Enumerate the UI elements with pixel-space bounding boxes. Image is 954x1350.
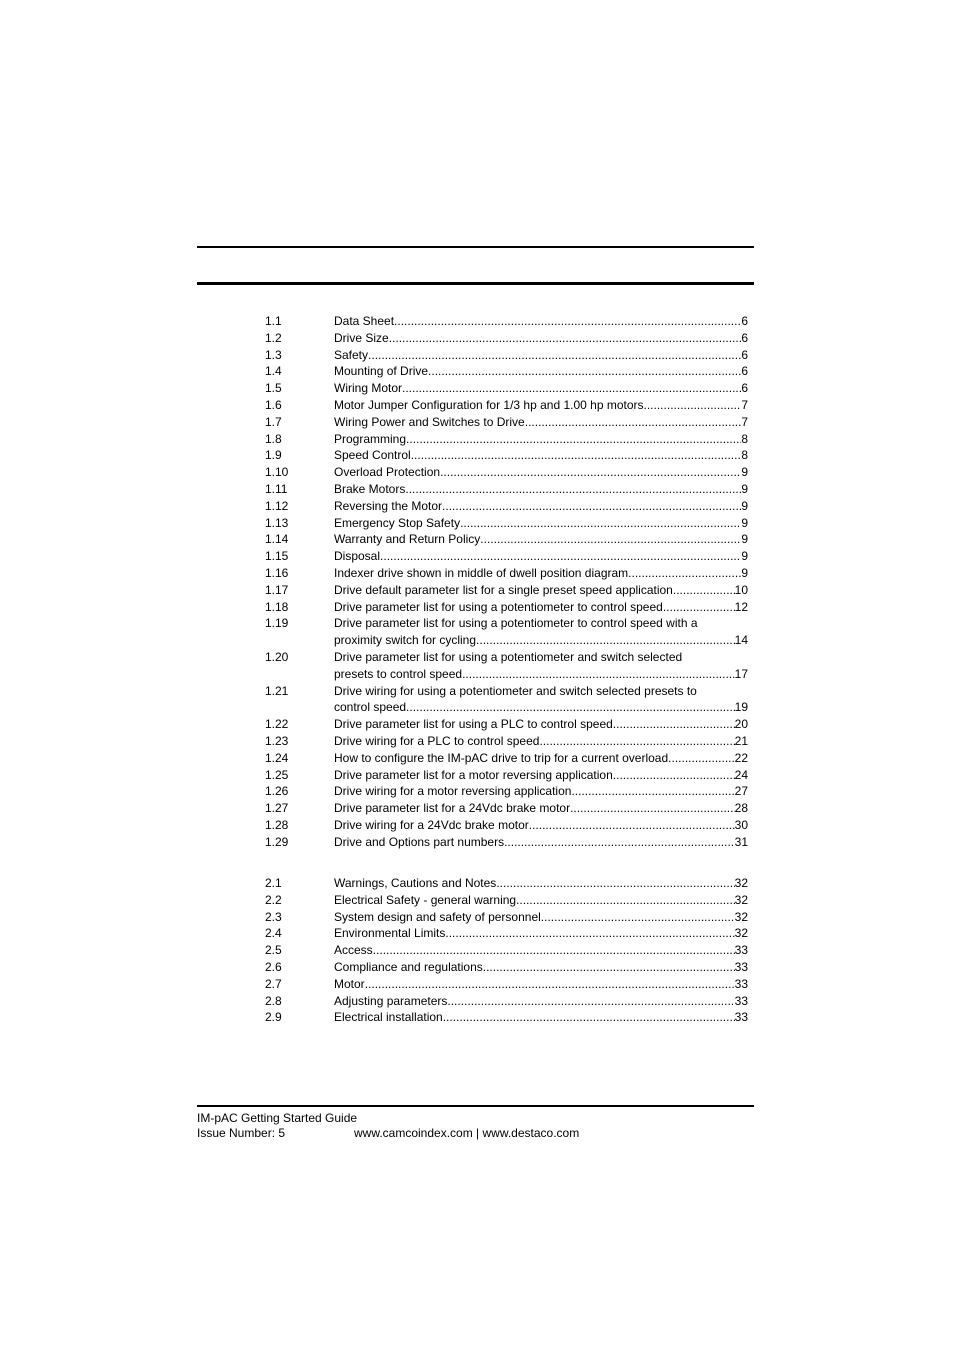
toc-entry-number: 1.23: [265, 733, 289, 748]
toc-entry-number: 1.17: [265, 582, 289, 597]
toc-dot-leader: [405, 481, 741, 498]
toc-dot-leader: [613, 716, 735, 733]
toc-entry-title: Safety: [334, 347, 369, 362]
toc-entry-number: 1.24: [265, 750, 289, 765]
toc-entry[interactable]: [265, 817, 748, 834]
toc-dot-leader: [368, 347, 741, 364]
toc-entry-title: Warnings, Cautions and Notes: [334, 876, 497, 890]
toc-entry-page: 33: [734, 959, 748, 974]
toc-entry-number: 1.28: [265, 817, 289, 832]
toc-entry-title: Drive parameter list for using a PLC to control speed: [334, 717, 613, 732]
toc-entry-number: 1.5: [265, 381, 282, 396]
toc-dot-leader: [365, 976, 735, 993]
toc-entry[interactable]: [265, 397, 748, 414]
toc-entry-title: Warranty and Return Policy: [334, 532, 481, 547]
toc-dot-leader: [440, 464, 741, 481]
toc-entry-page: 8: [741, 431, 748, 446]
toc-entry-page: 32: [734, 892, 748, 907]
toc-entry-page: 14: [734, 633, 748, 648]
toc-dot-leader: [632, 565, 742, 582]
toc-entry[interactable]: [265, 892, 748, 909]
toc-entry-title: Drive parameter list for a 24Vdc brake motor: [334, 801, 571, 816]
toc-dot-leader: [443, 1009, 735, 1026]
toc-entry-page: 7: [741, 397, 748, 412]
toc-entry-number: 1.27: [265, 801, 289, 816]
toc-entry[interactable]: [265, 548, 748, 565]
toc-entry[interactable]: [265, 615, 748, 649]
toc-entry-page: 28: [734, 801, 748, 816]
toc-entry-number: 1.25: [265, 767, 289, 782]
toc-entry[interactable]: [265, 875, 748, 892]
toc-entry-number: 1.9: [265, 448, 282, 463]
toc-entry-title: How to configure the IM-pAC drive to trip for a current overload.: [334, 750, 672, 765]
toc-dot-leader: [673, 582, 735, 599]
toc-entry[interactable]: [265, 683, 748, 717]
toc-entry-title: Drive parameter list for using a potentiometer and switch selected: [334, 649, 683, 664]
toc-entry-number: 2.6: [265, 959, 282, 974]
toc-dot-leader: [575, 783, 735, 800]
toc-dot-leader: [504, 834, 735, 851]
toc-section-2: [265, 875, 748, 1026]
toc-entry-title: Drive wiring for a 24Vdc brake motor: [334, 817, 529, 832]
toc-entry-number: 1.15: [265, 549, 289, 564]
footer-website: www.camcoindex.com | www.destaco.com: [354, 1126, 580, 1140]
toc-entry[interactable]: [265, 750, 748, 767]
toc-entry-page: 22: [734, 750, 748, 765]
toc-dot-leader: [447, 993, 734, 1010]
toc-entry[interactable]: [265, 1009, 748, 1026]
toc-dot-leader: [445, 925, 734, 942]
toc-entry-title: Drive parameter list for using a potentiometer to control speed with a: [334, 616, 698, 631]
toc-entry[interactable]: [265, 330, 748, 347]
toc-entry-page: 6: [741, 347, 748, 362]
toc-entry[interactable]: [265, 800, 748, 817]
toc-entry-number: 2.1: [265, 876, 282, 890]
toc-dot-leader: [442, 498, 741, 515]
toc-entry-page: 9: [741, 515, 748, 530]
toc-entry-title: Drive and Options part numbers: [334, 834, 505, 849]
toc-entry-page: 20: [734, 717, 748, 732]
toc-entry-title: control speed: [334, 700, 407, 715]
toc-entry-page: 10: [734, 582, 748, 597]
toc-entry-page: 27: [734, 784, 748, 799]
toc-entry-number: 1.19: [265, 616, 289, 631]
toc-entry-number: 1.26: [265, 784, 289, 799]
toc-entry-page: 33: [734, 943, 748, 958]
toc-entry[interactable]: [265, 464, 748, 481]
toc-dot-leader: [516, 892, 735, 909]
toc-dot-leader: [613, 767, 735, 784]
toc-entry[interactable]: [265, 783, 748, 800]
toc-entry-title: Drive parameter list for using a potentiometer to control speed: [334, 599, 663, 614]
toc-entry-number: 1.1: [265, 314, 282, 328]
toc-entry-number: 1.13: [265, 515, 289, 530]
toc-entry-number: 1.8: [265, 431, 282, 446]
toc-entry-page: 9: [741, 481, 748, 496]
toc-entry-title: Disposal: [334, 549, 381, 564]
toc-entry-page: 6: [741, 314, 748, 328]
toc-entry-page: 24: [734, 767, 748, 782]
toc-entry-page: 6: [741, 381, 748, 396]
toc-entry-title: Wiring Motor: [334, 381, 403, 396]
toc-dot-leader: [373, 942, 735, 959]
toc-entry[interactable]: [265, 380, 748, 397]
toc-entry-page: 6: [741, 364, 748, 379]
toc-entry-page: 9: [741, 565, 748, 580]
toc-entry-page: 9: [741, 532, 748, 547]
toc-entry[interactable]: [265, 599, 748, 616]
toc-entry-title: Drive default parameter list for a single preset speed application: [334, 582, 673, 597]
toc-entry-number: 1.6: [265, 397, 282, 412]
toc-entry-title: Programming: [334, 431, 407, 446]
toc-entry-page: 31: [734, 834, 748, 849]
toc-entry[interactable]: [265, 649, 748, 683]
toc-entry-title: Brake Motors: [334, 481, 406, 496]
toc-dot-leader: [480, 531, 741, 548]
toc-entry-number: 2.9: [265, 1010, 282, 1025]
toc-section-1: [265, 313, 748, 851]
toc-dot-leader: [483, 959, 735, 976]
toc-entry[interactable]: [265, 959, 748, 976]
toc-entry[interactable]: [265, 834, 748, 851]
toc-entry-title: Drive wiring for a motor reversing application.: [334, 784, 575, 799]
toc-entry-page: 9: [741, 465, 748, 480]
toc-entry[interactable]: [265, 976, 748, 993]
toc-entry-title: Access: [334, 943, 373, 958]
toc-entry-page: 32: [734, 876, 748, 890]
toc-entry-number: 2.8: [265, 993, 282, 1008]
toc-entry-number: 2.3: [265, 909, 282, 924]
toc-entry-page: 6: [741, 330, 748, 345]
toc-dot-leader: [671, 750, 734, 767]
toc-entry-page: 33: [734, 976, 748, 991]
toc-entry[interactable]: [265, 347, 748, 364]
toc-entry-title: proximity switch for cycling: [334, 633, 477, 648]
toc-entry-number: 2.7: [265, 976, 282, 991]
toc-entry[interactable]: [265, 942, 748, 959]
toc-dot-leader: [428, 363, 741, 380]
toc-entry[interactable]: [265, 909, 748, 926]
toc-entry-number: 1.2: [265, 330, 282, 345]
toc-dot-leader: [541, 909, 735, 926]
toc-entry-number: 1.3: [265, 347, 282, 362]
toc-entry[interactable]: [265, 363, 748, 380]
toc-entry-page: 19: [734, 700, 748, 715]
toc-dot-leader: [525, 414, 742, 431]
toc-entry-title: Indexer drive shown in middle of dwell position diagram.: [334, 565, 632, 580]
toc-entry-page: 32: [734, 909, 748, 924]
toc-dot-leader: [663, 599, 735, 616]
toc-entry-title: Motor Jumper Configuration for 1/3 hp and 1.00 hp motors: [334, 397, 644, 412]
toc-entry[interactable]: [265, 515, 748, 532]
toc-entry-page: 33: [734, 993, 748, 1008]
toc-entry-page: 12: [734, 599, 748, 614]
toc-dot-leader: [380, 548, 741, 565]
toc-entry[interactable]: [265, 733, 748, 750]
toc-entry[interactable]: [265, 993, 748, 1010]
toc-entry[interactable]: [265, 431, 748, 448]
toc-entry-title: Mounting of Drive: [334, 364, 429, 379]
toc-entry-title: Adjusting parameters: [334, 993, 448, 1008]
footer-guide-title: IM-pAC Getting Started Guide: [197, 1111, 358, 1125]
footer-issue-number: Issue Number: 5: [197, 1126, 286, 1140]
toc-entry-number: 1.10: [265, 465, 289, 480]
toc-dot-leader: [411, 447, 742, 464]
toc-dot-leader: [402, 380, 741, 397]
toc-entry-title: Compliance and regulations: [334, 959, 483, 974]
toc-entry-title: Emergency Stop Safety: [334, 515, 461, 530]
toc-entry-page: 30: [734, 817, 748, 832]
toc-entry-number: 1.14: [265, 532, 289, 547]
toc-entry-number: 2.5: [265, 943, 282, 958]
toc-entry[interactable]: [265, 565, 748, 582]
toc-dot-leader: [570, 800, 735, 817]
toc-entry[interactable]: [265, 716, 748, 733]
toc-entry-title: Speed Control: [334, 448, 411, 463]
toc-entry-title: Reversing the Motor: [334, 498, 443, 513]
toc-dot-leader: [644, 397, 742, 414]
toc-entry-title: System design and safety of personnel: [334, 909, 541, 924]
toc-dot-leader: [460, 515, 741, 532]
toc-entry-number: 1.20: [265, 649, 289, 664]
toc-entry[interactable]: [265, 498, 748, 515]
toc-entry-page: 8: [741, 448, 748, 463]
toc-entry-title: Environmental Limits: [334, 926, 446, 941]
toc-entry-number: 1.18: [265, 599, 289, 614]
toc-entry-title: Drive Size: [334, 330, 389, 345]
toc-dot-leader: [539, 733, 734, 750]
toc-entry[interactable]: [265, 313, 748, 330]
toc-entry-page: 9: [741, 549, 748, 564]
toc-entry[interactable]: [265, 582, 748, 599]
toc-entry-number: 2.4: [265, 926, 282, 941]
toc-entry-title: Drive parameter list for a motor reversing application: [334, 767, 613, 782]
toc-entry-title: Motor: [334, 976, 365, 991]
toc-entry-page: 17: [734, 666, 748, 681]
toc-entry-page: 9: [741, 498, 748, 513]
toc-dot-leader: [476, 632, 735, 649]
toc-entry-page: 7: [741, 414, 748, 429]
toc-entry-title: Wiring Power and Switches to Drive: [334, 414, 525, 429]
toc-entry-page: 32: [734, 926, 748, 941]
toc-entry-number: 1.21: [265, 683, 289, 698]
toc-dot-leader: [496, 875, 734, 892]
toc-entry[interactable]: [265, 481, 748, 498]
toc-dot-leader: [406, 699, 735, 716]
toc-entry[interactable]: [265, 767, 748, 784]
footer-rule: [197, 1105, 754, 1107]
toc-entry-title: Drive wiring for using a potentiometer and switch selected presets to: [334, 683, 697, 698]
toc-dot-leader: [389, 330, 742, 347]
toc-entry[interactable]: [265, 925, 748, 942]
toc-dot-leader: [406, 431, 741, 448]
toc-entry-title: Electrical Safety - general warning: [334, 892, 517, 907]
header-rule-top: [197, 246, 754, 248]
toc-entry-number: 2.2: [265, 892, 282, 907]
toc-entry-number: 1.16: [265, 565, 289, 580]
toc-entry-number: 1.11: [265, 481, 288, 496]
toc-entry-number: 1.29: [265, 834, 289, 849]
toc-dot-leader: [529, 817, 735, 834]
toc-entry-number: 1.22: [265, 717, 289, 732]
toc-entry-page: 33: [734, 1010, 748, 1025]
toc-entry-title: Drive wiring for a PLC to control speed: [334, 733, 540, 748]
toc-entry-title: presets to control speed: [334, 666, 463, 681]
toc-entry-number: 1.12: [265, 498, 289, 513]
toc-entry[interactable]: [265, 447, 748, 464]
toc-entry-number: 1.7: [265, 414, 282, 429]
header-rule-bottom: [197, 282, 754, 285]
toc-entry-page: 21: [734, 733, 748, 748]
toc-entry-title: Electrical installation: [334, 1010, 443, 1025]
toc-entry-number: 1.4: [265, 364, 282, 379]
toc-dot-leader: [462, 666, 735, 683]
toc-entry[interactable]: [265, 531, 748, 548]
toc-entry-title: Data Sheet: [334, 314, 395, 328]
toc-dot-leader: [394, 313, 741, 330]
toc-entry[interactable]: [265, 414, 748, 431]
toc-entry-title: Overload Protection: [334, 465, 441, 480]
